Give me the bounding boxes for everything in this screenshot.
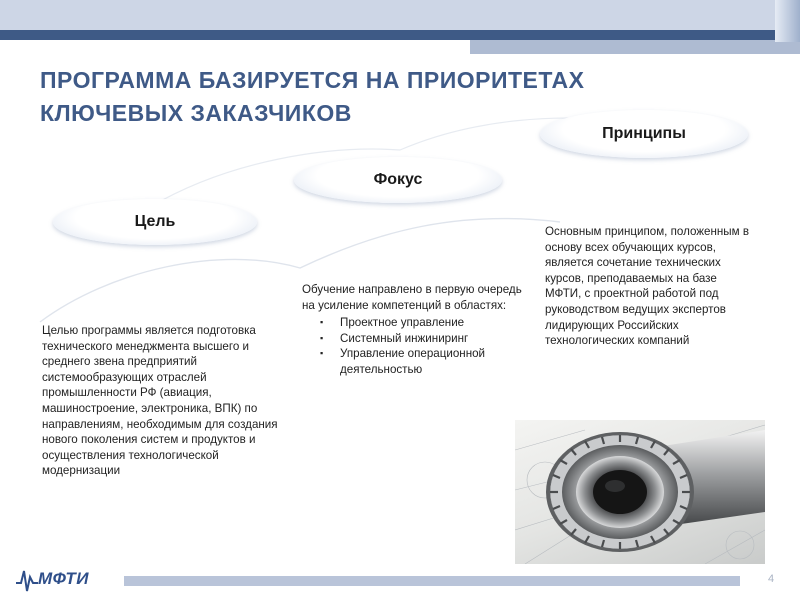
focus-item-label: Управление операционной деятельностью <box>340 347 486 376</box>
goal-heading: Цель <box>53 199 257 245</box>
goal-text: Целью программы является подготовка технического менеджмента высшего и среднего звена предприятий системообразующих отраслей промышленности РФ (авиация, машиностроение, электроника, ВПК) по направлениям, необходимым для создания нового поколения систем и продуктов и осуществления технологической модернизации <box>42 324 278 478</box>
page-number: 4 <box>768 573 775 585</box>
focus-intro: Обучение направлено в первую очередь на усиление компетенций в областях: <box>302 283 522 312</box>
logo-text: МФТИ <box>38 569 89 588</box>
focus-heading: Фокус <box>294 157 502 203</box>
focus-block <box>302 282 522 378</box>
list-item <box>302 331 522 347</box>
slide-title: ПРОГРАММА БАЗИРУЕТСЯ НА ПРИОРИТЕТАХ КЛЮЧЕВЫХ ЗАКАЗЧИКОВ <box>40 67 585 126</box>
focus-item-label: Системный инжиниринг <box>340 331 469 345</box>
list-item <box>302 346 522 377</box>
focus-item-label: Проектное управление <box>340 316 465 330</box>
bullet-icon: ▪ <box>320 332 324 343</box>
gear-icon <box>515 420 765 564</box>
gear-photo <box>515 420 765 564</box>
principles-text: Основным принципом, положенным в основу всех обучающих курсов, является сочетание технических курсов, преподаваемых на базе МФТИ, с проектной работой под руководством ведущих экспертов лидирующих Российских технологических компаний <box>545 225 749 348</box>
bullet-icon: ▪ <box>320 348 324 359</box>
focus-list <box>302 315 522 377</box>
bullet-icon: ▪ <box>320 317 324 328</box>
footer-bar <box>124 576 740 586</box>
principles-heading: Принципы <box>540 110 748 158</box>
list-item <box>302 315 522 331</box>
